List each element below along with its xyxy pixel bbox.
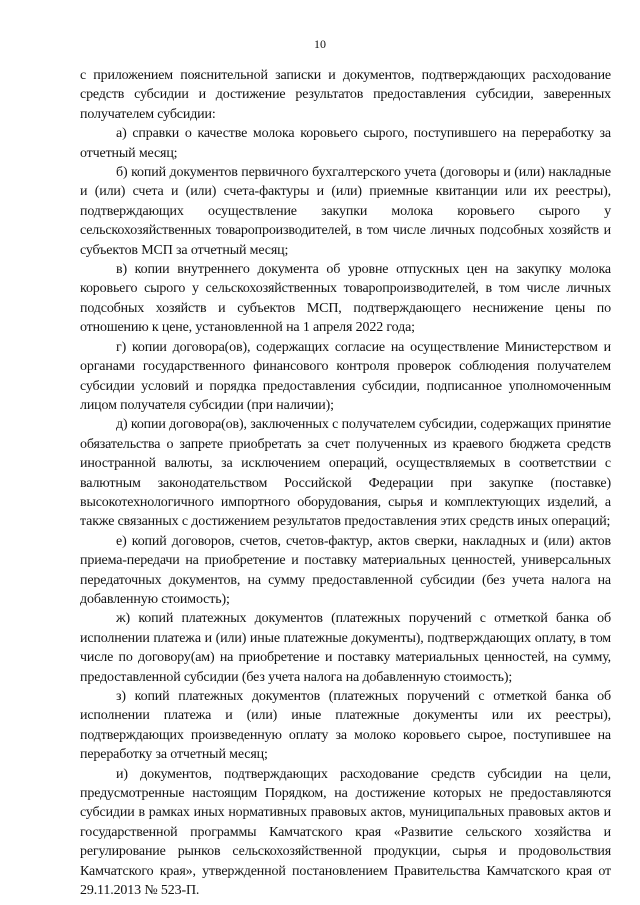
paragraph-intro: с приложением пояснительной записки и документов, подтверждающих расходование средств субсидии и достижение результатов предоставления субсидии, заверенных получателем субсидии:: [80, 68, 611, 122]
paragraph-item-v: в) копии внутреннего документа об уровне отпускных цен на закупку молока коровьего сырого у сельскохозяйственных товаропроизводителей, в том числе личных подсобных хозяйств и субъектов МСП, подтверждающего неснижение цены по отношению к цене, установленной на 1 апреля 2022 года;: [80, 262, 611, 336]
paragraph-item-z: з) копий платежных документов (платежных поручений с отметкой банка об исполнении платежа и (или) иные платежные документы или их реестры), подтверждающих произведенную оплату за молоко коровьего сырое, поступившее на переработку за отчетный месяц;: [80, 689, 611, 763]
paragraph-item-a: а) справки о качестве молока коровьего сырого, поступившего на переработку за отчетный месяц;: [80, 126, 611, 161]
paragraph-item-zh: ж) копий платежных документов (платежных поручений с отметкой банка об исполнении платежа и (или) иные платежные документы), подтверждающих оплату, в том числе по договору(ам) на приобретение и поставку материальных ценностей, на сумму, предоставленной субсидии (без учета налога на добавленную стоимость);: [80, 611, 611, 685]
paragraph-item-i: и) документов, подтверждающих расходование средств субсидии на цели, предусмотренные настоящим Порядком, на достижение которых не предоставляются субсидии в рамках иных нормативных правовых актов, муниципальных правовых актов и государственной программы Камчатского края «Развитие сельского хозяйства и регулирование рынков сельскохозяйственной продукции, сырья и продовольствия Камчатского края», утвержденной постановлением Правительства Камчатского края от 29.11.2013 № 523-П.: [80, 766, 611, 899]
paragraph-item-d: д) копии договора(ов), заключенных с получателем субсидии, содержащих принятие обязательства о запрете приобретать за счет полученных из краевого бюджета средств иностранной валюты, за исключением операций, осуществляемых в соответствии с валютным законодательством Российской Федерации при закупке (поставке) высокотехнологичного импортного оборудования, сырья и комплектующих изделий, а также связанных с достижением результатов предоставления этих средств иных операций;: [80, 417, 611, 530]
page-number: 10: [314, 37, 326, 51]
document-body: [80, 66, 611, 900]
paragraph-item-e: е) копий договоров, счетов, счетов-фактур, актов сверки, накладных и (или) актов приема-передачи на приобретение и поставку материальных ценностей, универсальных передаточных документов, на сумму предоставленной субсидии (без учета налога на добавленную стоимость);: [80, 533, 611, 607]
paragraph-item-g: г) копии договора(ов), содержащих согласие на осуществление Министерством и органами государственного финансового контроля проверок соблюдения получателем субсидии условий и порядка предоставления субсидии, подписанное уполномоченным лицом получателя субсидии (при наличии);: [80, 339, 611, 413]
paragraph-item-b: б) копий документов первичного бухгалтерского учета (договоры и (или) накладные и (или) счета и (или) счета-фактуры и (или) приемные квитанции или их реестры), подтверждающих осуществление закупки молока коровьего сырого у сельскохозяйственных товаропроизводителей, в том числе личных подсобных хозяйств и субъектов МСП за отчетный месяц;: [80, 165, 611, 258]
